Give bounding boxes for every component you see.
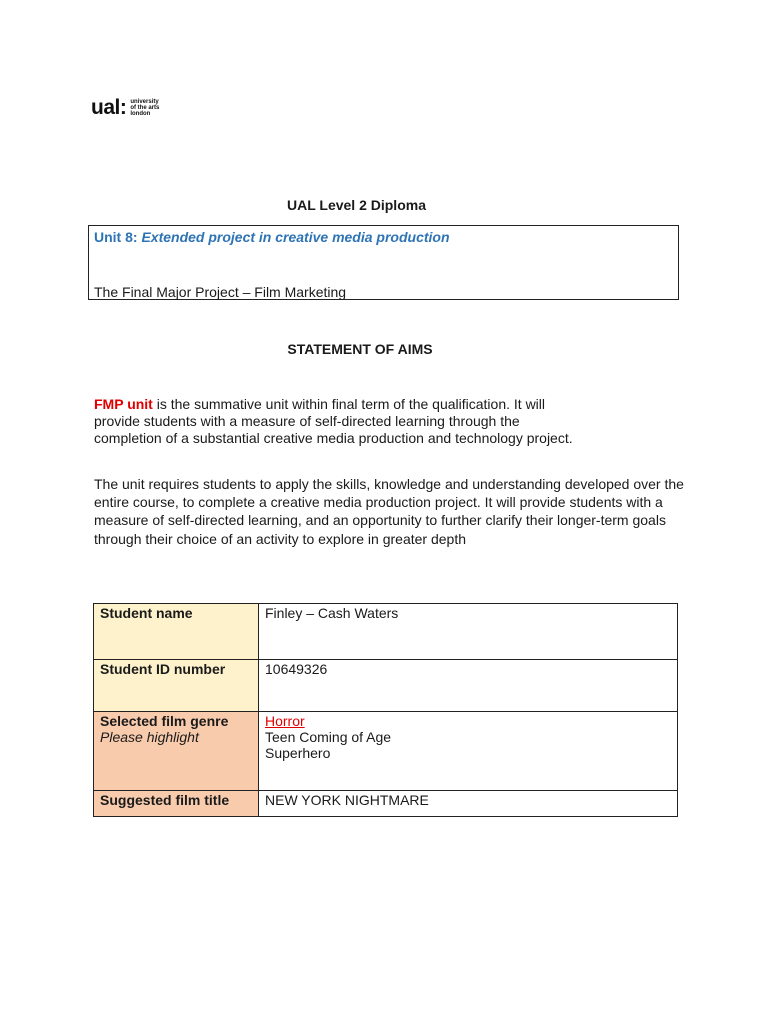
intro-line-text: is the summative unit within final term of the qualification. It will [152,396,546,412]
intro-line: completion of a substantial creative media production and technology project. [94,430,573,446]
table-row [94,660,678,712]
logo-sub-line: university [130,98,159,105]
genre-option: Teen Coming of Age [265,729,392,745]
genre-option-selected: Horror [265,713,305,729]
unit-prefix: Unit 8: [94,229,138,245]
film-title-value: NEW YORK NIGHTMARE [259,791,678,817]
genre-label-cell [94,712,259,791]
table-row [94,712,678,791]
logo-sub-line: of the arts [130,104,160,111]
genre-sub-label: Please highlight [100,729,199,745]
intro-line [94,396,614,413]
intro-paragraph [94,396,614,447]
aims-heading: STATEMENT OF AIMS [287,341,433,357]
table-row [94,604,678,660]
genre-label: Selected film genre [100,713,229,729]
document-title: UAL Level 2 Diploma [286,197,426,213]
logo-sub-line: london [130,110,151,117]
ual-logo [91,97,159,118]
student-name-label: Student name [94,604,259,660]
logo-subtitle [130,99,159,117]
unit-heading [94,229,450,245]
student-id-value: 10649326 [259,660,678,712]
logo-mark: ual: [91,96,127,119]
intro-line: provide students with a measure of self-directed learning through the [94,413,520,429]
genre-options [259,712,678,791]
unit-title: Extended project in creative media production [141,229,450,245]
student-id-label: Student ID number [94,660,259,712]
student-name-value: Finley – Cash Waters [259,604,678,660]
unit-box [88,225,679,300]
genre-option: Superhero [265,745,331,761]
project-line: The Final Major Project – Film Marketing [94,284,347,300]
table-row [94,791,678,817]
fmp-unit-lead: FMP unit [94,396,153,412]
requirements-paragraph: The unit requires students to apply the skills, knowledge and understanding developed over the entire course, to complete a creative media production project. It will provide students with a measure of self-directed learning, and an opportunity to further clarify their longer-term goals through their choice of an activity to explore in greater depth [94,476,684,547]
film-title-label: Suggested film title [94,791,259,817]
student-info-table [93,603,678,817]
